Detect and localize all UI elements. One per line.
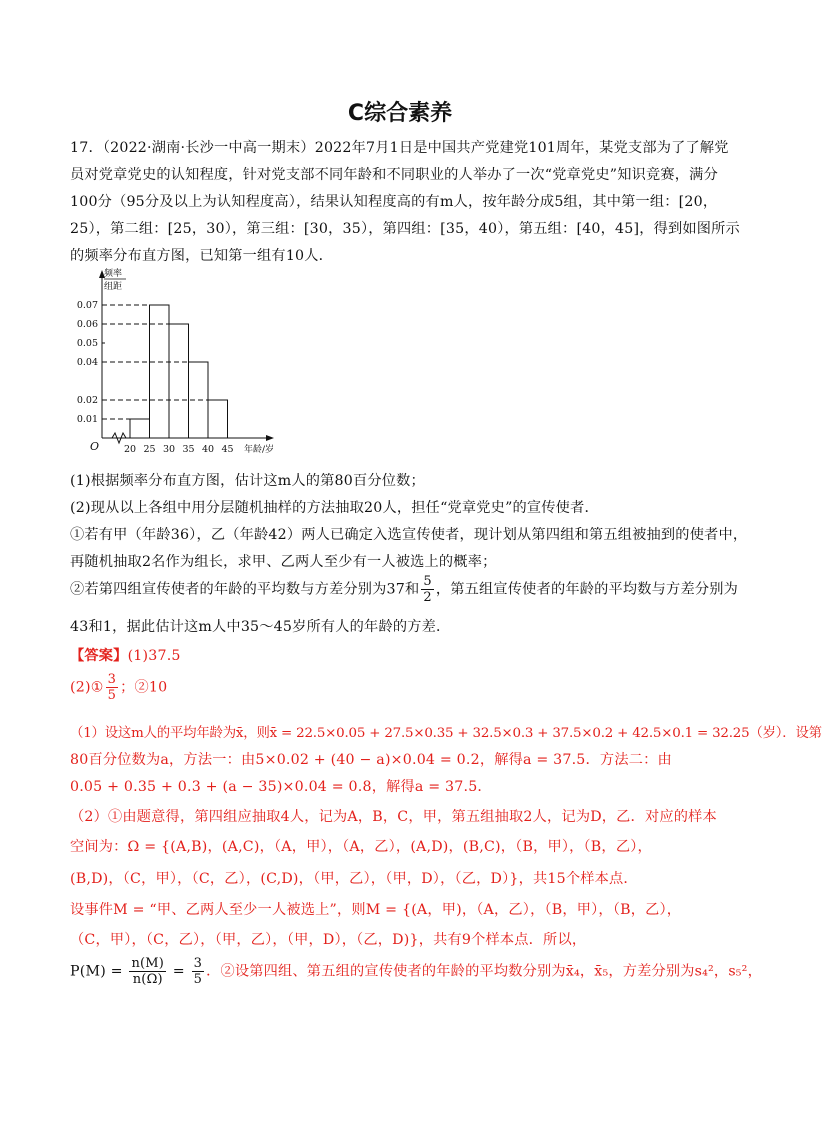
origin-label: O bbox=[90, 440, 100, 453]
answer-line-1 bbox=[70, 645, 181, 665]
problem-line-3: 100分（95分及以上为认知程度高），结果认知程度高的有m人，按年龄分成5组，其中第一组：[20， bbox=[70, 194, 718, 210]
y-tick-label: 0.05 bbox=[76, 338, 98, 349]
x-tick-label: 20 bbox=[123, 444, 137, 455]
solution-line-6: (B,D)，（C，甲），（C，乙），(C,D)，（甲，乙），（甲，D），（乙，D）}，共15个样本点． bbox=[70, 871, 638, 887]
x-axis-label: 年龄/岁 bbox=[244, 445, 275, 455]
fraction-denominator: 5 bbox=[107, 688, 117, 703]
answer-label: 【答案】 bbox=[70, 648, 128, 664]
fraction-3-5-result bbox=[192, 956, 204, 987]
x-axis-arrow bbox=[266, 435, 274, 441]
solution-line-4: （2）①由题意得，第四组应抽取4人，记为A，B，C，甲，第五组抽取2人，记为D，乙．对应的样本 bbox=[70, 809, 717, 825]
frequency-histogram bbox=[76, 268, 302, 458]
answer-2-pre: (2)① bbox=[70, 679, 104, 696]
y-label-top: 频率 bbox=[104, 269, 123, 279]
answer-1: (1)37.5 bbox=[127, 648, 181, 664]
y-tick-label: 0.04 bbox=[76, 357, 98, 368]
fraction-nM-nOmega bbox=[129, 956, 166, 987]
x-tick-label: 40 bbox=[201, 444, 215, 455]
x-tick-label: 45 bbox=[221, 444, 234, 455]
answer-line-2 bbox=[70, 672, 167, 703]
solution-line-7: 设事件M = “甲、乙两人至少一人被选上”，则M = {(A，甲)，（A，乙），（B，甲），（B，乙）， bbox=[70, 902, 682, 918]
y-label-bottom: 组距 bbox=[104, 282, 123, 292]
question-1: (1)根据频率分布直方图，估计这m人的第80百分位数； bbox=[70, 473, 425, 489]
question-2-2-pre: ②若第四组宣传使者的年龄的平均数与方差分别为37和 bbox=[70, 581, 420, 598]
question-2-1-line-1: ①若有甲（年龄36），乙（年龄42）两人已确定入选宣传使者，现计划从第四组和第五组被抽到的使者中， bbox=[70, 527, 748, 543]
fraction-denominator: 5 bbox=[193, 972, 203, 987]
problem-line-5: 的频率分布直方图，已知第一组有10人． bbox=[70, 248, 334, 264]
question-2: (2)现从以上各组中用分层随机抽样的方法抽取20人，担任“党章党史”的宣传使者． bbox=[70, 500, 599, 516]
problem-line-4: 25），第二组：[25，30），第三组：[30，35），第四组：[35，40），第五组：[40，45]，得到如图所示 bbox=[70, 221, 740, 237]
page-title: C综合素养 bbox=[347, 101, 453, 126]
histogram-bar bbox=[208, 400, 228, 438]
fraction-5-2 bbox=[421, 574, 433, 605]
question-2-2-line-2: 43和1，据此估计这m人中35～45岁所有人的年龄的方差． bbox=[70, 619, 451, 635]
question-2-1-line-2: 再随机抽取2名作为组长，求甲、乙两人至少有一人被选上的概率； bbox=[70, 554, 497, 570]
fraction-numerator: n(M) bbox=[131, 956, 165, 971]
equals-sign: = bbox=[168, 963, 190, 980]
fraction-numerator: 3 bbox=[193, 956, 203, 971]
y-tick-label: 0.02 bbox=[76, 395, 98, 406]
fraction-3-5 bbox=[106, 672, 118, 703]
solution-line-2: 80百分位数为a，方法一：由5×0.02 + (40 − a)×0.04 = 0.2，解得a = 37.5．方法二：由 bbox=[70, 752, 672, 768]
fraction-numerator: 5 bbox=[423, 574, 432, 589]
probability-lhs: P(M) = bbox=[70, 963, 128, 980]
solution-line-9-post: ．②设第四组、第五组的宣传使者的年龄的平均数分别为x̄₄，x̄₅，方差分别为s₄²，s₅²， bbox=[206, 963, 762, 980]
solution-line-9 bbox=[70, 956, 762, 987]
y-tick-label: 0.07 bbox=[76, 300, 98, 311]
y-tick-label: 0.06 bbox=[76, 319, 98, 330]
y-tick-label: 0.01 bbox=[76, 414, 98, 425]
x-tick-label: 35 bbox=[182, 444, 195, 455]
fraction-denominator: 2 bbox=[423, 590, 432, 605]
answer-2-post: ；②10 bbox=[120, 679, 168, 696]
solution-line-3: 0.05 + 0.35 + 0.3 + (a − 35)×0.04 = 0.8，解得a = 37.5． bbox=[70, 779, 492, 795]
solution-line-1: （1）设这m人的平均年龄为x̄，则x̄ = 22.5×0.05 + 27.5×0.35 + 32.5×0.3 + 37.5×0.2 + 42.5×0.1 = 32.25（岁）．设第 bbox=[70, 726, 822, 741]
histogram-bar bbox=[150, 305, 170, 438]
fraction-numerator: 3 bbox=[107, 672, 117, 687]
histogram-bar bbox=[169, 324, 189, 438]
x-tick-label: 25 bbox=[143, 444, 156, 455]
solution-line-5: 空间为：Ω = {(A,B)，(A,C)，（A，甲），（A，乙），(A,D)，(B,C)，（B，甲），（B，乙）， bbox=[70, 839, 652, 855]
question-2-2-post: ，第五组宣传使者的年龄的平均数与方差分别为 bbox=[435, 581, 738, 598]
histogram-bar bbox=[130, 419, 150, 438]
x-tick-label: 30 bbox=[162, 444, 176, 455]
question-2-2-line-1 bbox=[70, 574, 738, 605]
fraction-denominator: n(Ω) bbox=[132, 972, 163, 987]
problem-line-1: 17．（2022·湖南·长沙一中高一期末）2022年7月1日是中国共产党建党101周年，某党支部为了了解党 bbox=[70, 140, 729, 156]
problem-line-2: 员对党章党史的认知程度，针对党支部不同年龄和不同职业的人举办了一次“党章党史”知识竞赛，满分 bbox=[70, 167, 718, 183]
solution-line-8: （C，甲），（C，乙），（甲，乙），（甲，D），（乙，D)}，共有9个样本点．所以， bbox=[70, 932, 587, 948]
